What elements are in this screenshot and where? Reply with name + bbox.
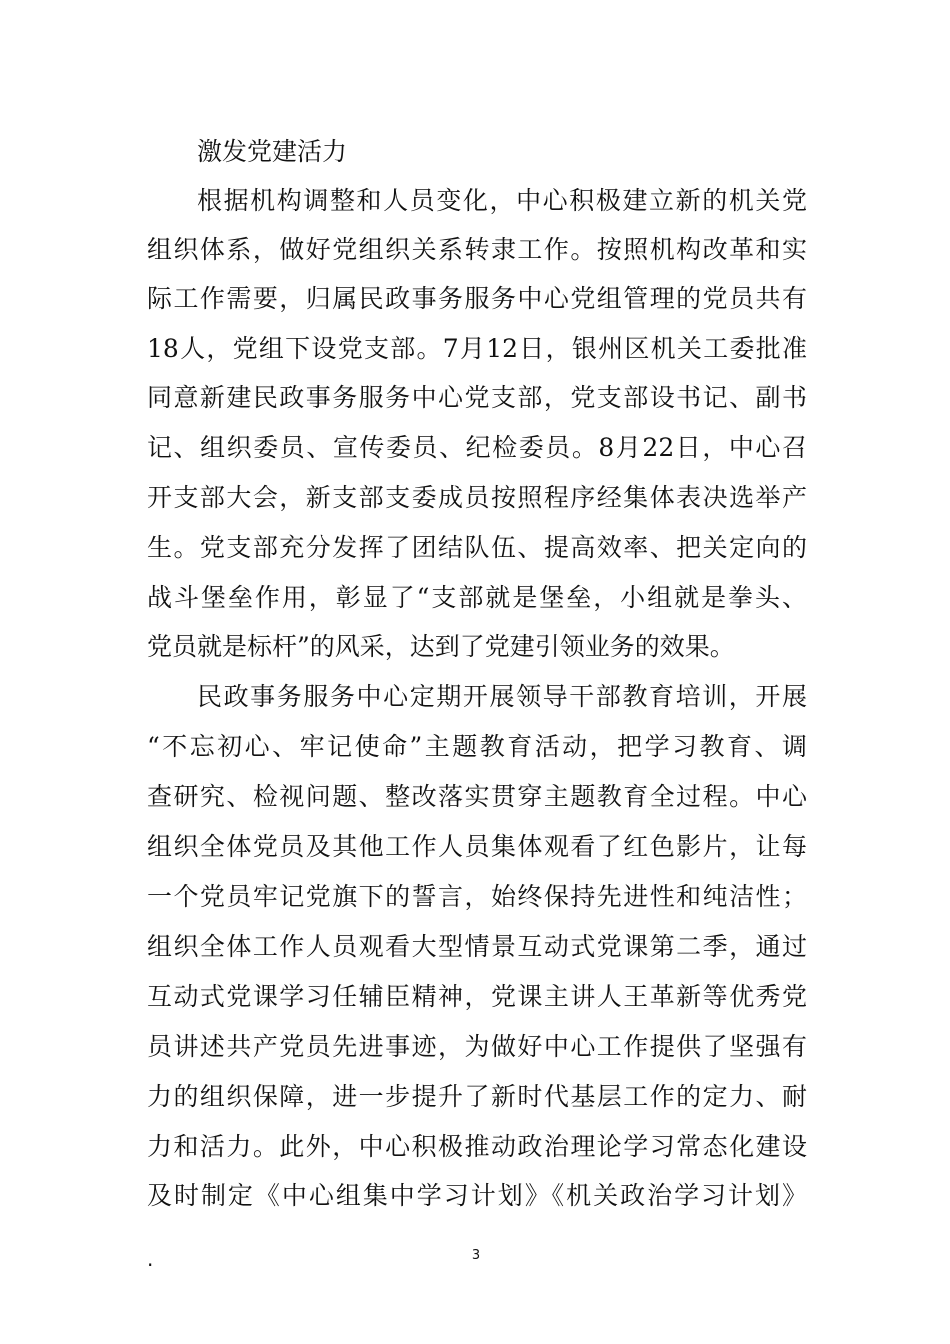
section-heading: 激发党建活力 — [197, 137, 348, 166]
paragraph-line: 记、组织委员、宣传委员、纪检委员。8月22日，中心召 — [147, 433, 807, 462]
paragraph-line: 组织体系，做好党组织关系转隶工作。按照机构改革和实 — [147, 235, 807, 264]
footer-dot: . — [147, 1247, 154, 1271]
page-number: 3 — [471, 1248, 481, 1263]
paragraph-line: “不忘初心、牢记使命”主题教育活动，把学习教育、调 — [147, 732, 807, 761]
paragraph-line: 18人，党组下设党支部。7月12日，银州区机关工委批准 — [147, 334, 807, 363]
paragraph-line: 生。党支部充分发挥了团结队伍、提高效率、把关定向的 — [147, 533, 807, 562]
paragraph-line: 力和活力。此外，中心积极推动政治理论学习常态化建设 — [147, 1132, 807, 1161]
paragraph-line: 同意新建民政事务服务中心党支部，党支部设书记、副书 — [147, 383, 807, 412]
paragraph-line: 组织全体工作人员观看大型情景互动式党课第二季，通过 — [147, 932, 807, 961]
paragraph-line: 开支部大会，新支部支委成员按照程序经集体表决选举产 — [147, 483, 807, 512]
paragraph-line: 际工作需要，归属民政事务服务中心党组管理的党员共有 — [147, 284, 807, 313]
paragraph-line: 及时制定《中心组集中学习计划》《机关政治学习计划》 — [147, 1181, 807, 1210]
paragraph-line: 力的组织保障，进一步提升了新时代基层工作的定力、耐 — [147, 1082, 807, 1111]
paragraph-line: 员讲述共产党员先进事迹，为做好中心工作提供了坚强有 — [147, 1032, 807, 1061]
paragraph-line: 党员就是标杆”的风采，达到了党建引领业务的效果。 — [147, 632, 735, 661]
paragraph-line: 民政事务服务中心定期开展领导干部教育培训，开展 — [197, 682, 807, 711]
paragraph-line: 互动式党课学习任辅臣精神，党课主讲人王革新等优秀党 — [147, 982, 807, 1011]
paragraph-line: 根据机构调整和人员变化，中心积极建立新的机关党 — [197, 186, 807, 215]
paragraph-line: 一个党员牢记党旗下的誓言，始终保持先进性和纯洁性； — [147, 882, 807, 911]
paragraph-line: 组织全体党员及其他工作人员集体观看了红色影片，让每 — [147, 832, 807, 861]
paragraph-line: 战斗堡垒作用，彰显了“支部就是堡垒，小组就是拳头、 — [147, 583, 807, 612]
paragraph-line: 查研究、检视问题、整改落实贯穿主题教育全过程。中心 — [147, 782, 807, 811]
